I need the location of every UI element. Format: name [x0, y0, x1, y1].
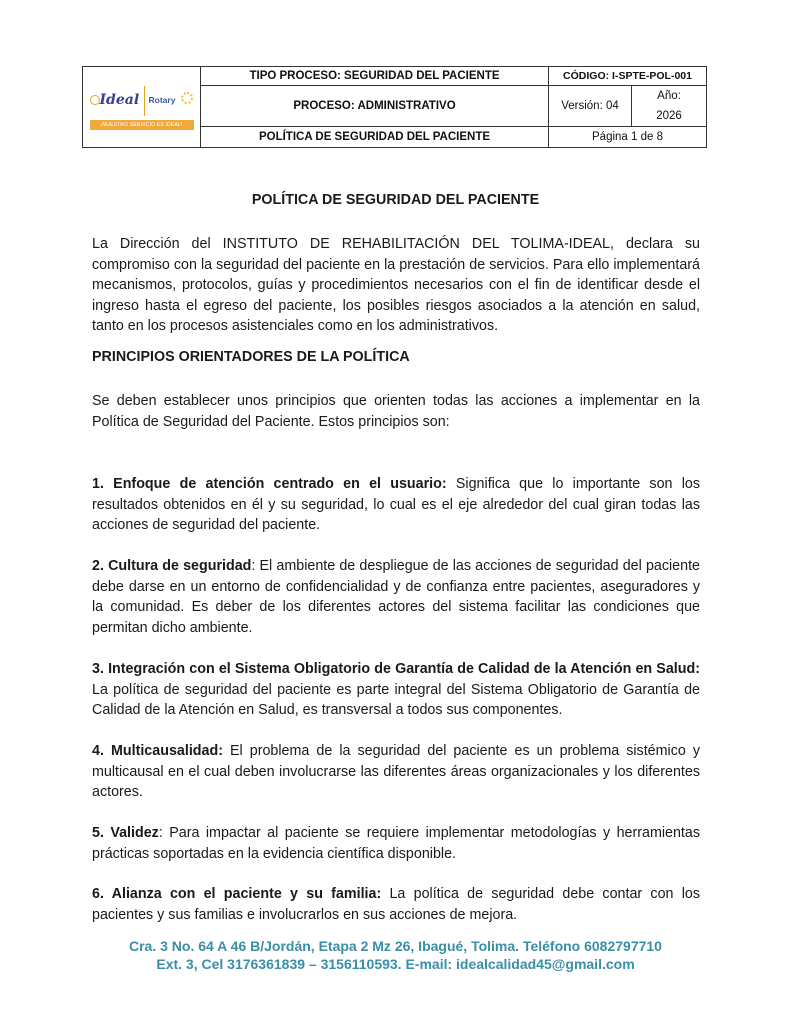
principle-item [92, 474, 700, 536]
principle-text: El problema de la seguridad del paciente es un problema sistémico y multicausal en el cual deben involucrarse las diferentes áreas organizacionales y los diferentes actores. [92, 743, 700, 801]
principle-item [92, 823, 700, 864]
principle-text: Significa que lo importante son los resultados obtenidos en él y su seguridad, lo cual es el eje alrededor del cual giran todas las acciones de seguridad del paciente. [92, 476, 700, 534]
version: Versión: 04 [549, 86, 632, 127]
principle-item [92, 659, 700, 721]
principle-title: 6. Alianza con el paciente y su familia: [92, 886, 382, 902]
principles-intro: Se deben establecer unos principios que orienten todas las acciones a implementar en la Política de Seguridad del Paciente. Estos principios son: [92, 393, 700, 430]
anio [632, 86, 707, 127]
principle-item [92, 556, 700, 638]
principle-title: 2. Cultura de seguridad [92, 558, 252, 574]
rotary-gear-icon [181, 92, 193, 104]
principle-text: : El ambiente de despliegue de las acciones de seguridad del paciente debe darse en un entorno de confidencialidad y de confianza entre pacientes, aseguradores y la comunidad. Es deber de los diferentes actores del sistema facilitar las condiciones que permitan dicho ambiente. [92, 558, 700, 636]
wheelchair-icon [90, 95, 100, 105]
footer-contact: Ext. 3, Cel 3176361839 – 3156110593. E-mail: idealcalidad45@gmail.com [156, 956, 635, 972]
tipo-proceso: TIPO PROCESO: SEGURIDAD DEL PACIENTE [201, 67, 549, 86]
anio-label: Año: [657, 90, 681, 102]
proceso: PROCESO: ADMINISTRATIVO [201, 86, 549, 127]
institution-logo [86, 76, 198, 138]
principle-title: 1. Enfoque de atención centrado en el usuario: [92, 476, 447, 492]
principle-title: 3. Integración con el Sistema Obligatorio de Garantía de Calidad de la Atención en Salud: [92, 661, 700, 677]
logo-partner: Rotary [148, 95, 176, 105]
footer-address: Cra. 3 No. 64 A 46 B/Jordán, Etapa 2 Mz 26, Ibagué, Tolima. Teléfono 6082797710 [129, 938, 662, 954]
logo-cell [83, 67, 201, 148]
principle-title: 5. Validez [92, 825, 159, 841]
page-title: POLÍTICA DE SEGURIDAD DEL PACIENTE [251, 192, 540, 208]
principle-text: La política de seguridad del paciente es parte integral del Sistema Obligatorio de Garantía de Calidad de la Atención en Salud, es transversal a todos sus componentes. [92, 681, 700, 719]
logo-divider [144, 86, 146, 116]
codigo: CÓDIGO: I-SPTE-POL-001 [549, 67, 707, 86]
logo-slogan: ¡NUESTRO SERVICIO ES IDEAL! [90, 120, 194, 130]
page-footer [0, 937, 791, 973]
principle-item [92, 741, 700, 803]
document-header-table [82, 66, 707, 148]
documento-nombre: POLÍTICA DE SEGURIDAD DEL PACIENTE [201, 127, 549, 148]
pagina: Página 1 de 8 [549, 127, 707, 148]
principle-title: 4. Multicausalidad: [92, 743, 223, 759]
principle-text: : Para impactar al paciente se requiere implementar metodologías y herramientas prácticas soportadas en la evidencia científica disponible. [92, 825, 701, 862]
principle-item [92, 884, 700, 925]
anio-value: 2026 [656, 110, 682, 122]
logo-brand: Ideal [99, 92, 140, 108]
principles-heading: PRINCIPIOS ORIENTADORES DE LA POLÍTICA [92, 349, 410, 365]
principle-text: La política de seguridad debe contar con los pacientes y sus familias e involucrarlos en sus acciones de mejora. [92, 886, 700, 923]
intro-paragraph: La Dirección del INSTITUTO DE REHABILITACIÓN DEL TOLIMA-IDEAL, declara su compromiso con la seguridad del paciente en la prestación de servicios. Para ello implementará mecanismos, protocolos, guías y procedimientos necesarios con el fin de identificar desde el ingreso hasta el egreso del paciente, los posibles riesgos asociados a la atención en salud, tanto en los procesos asistenciales como en los administrativos. [92, 236, 700, 335]
